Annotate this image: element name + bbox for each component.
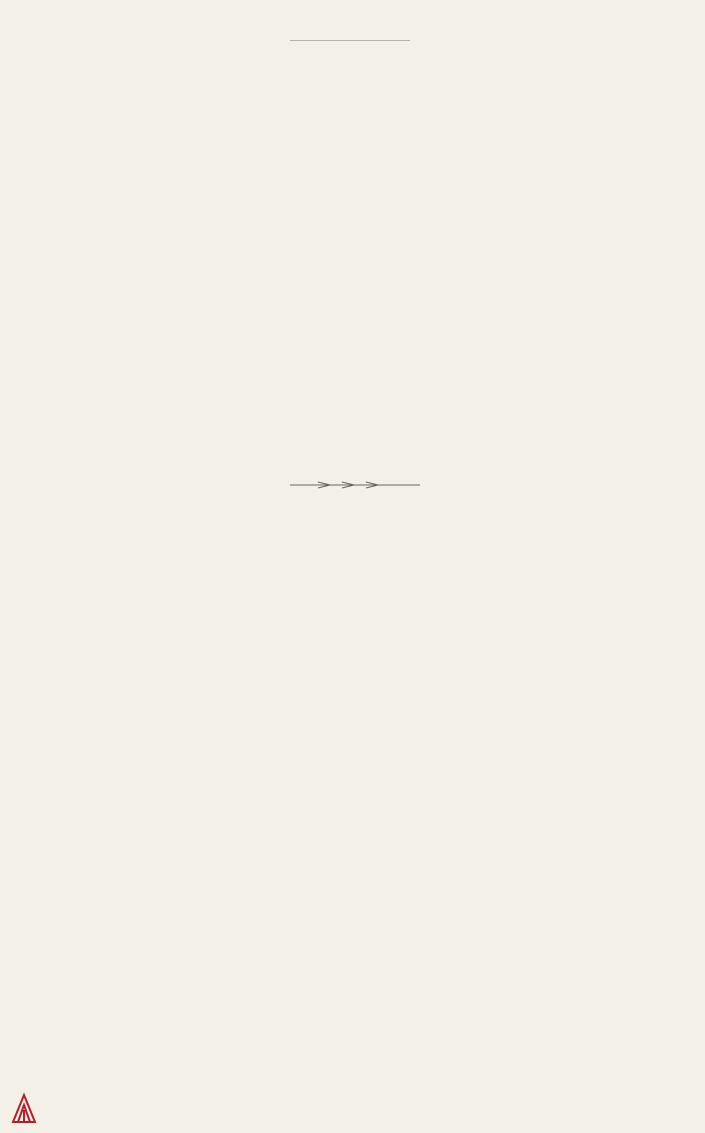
header-rule [290, 40, 410, 41]
university-library-logo-icon [10, 1092, 38, 1126]
section-divider-ornament [290, 481, 420, 489]
